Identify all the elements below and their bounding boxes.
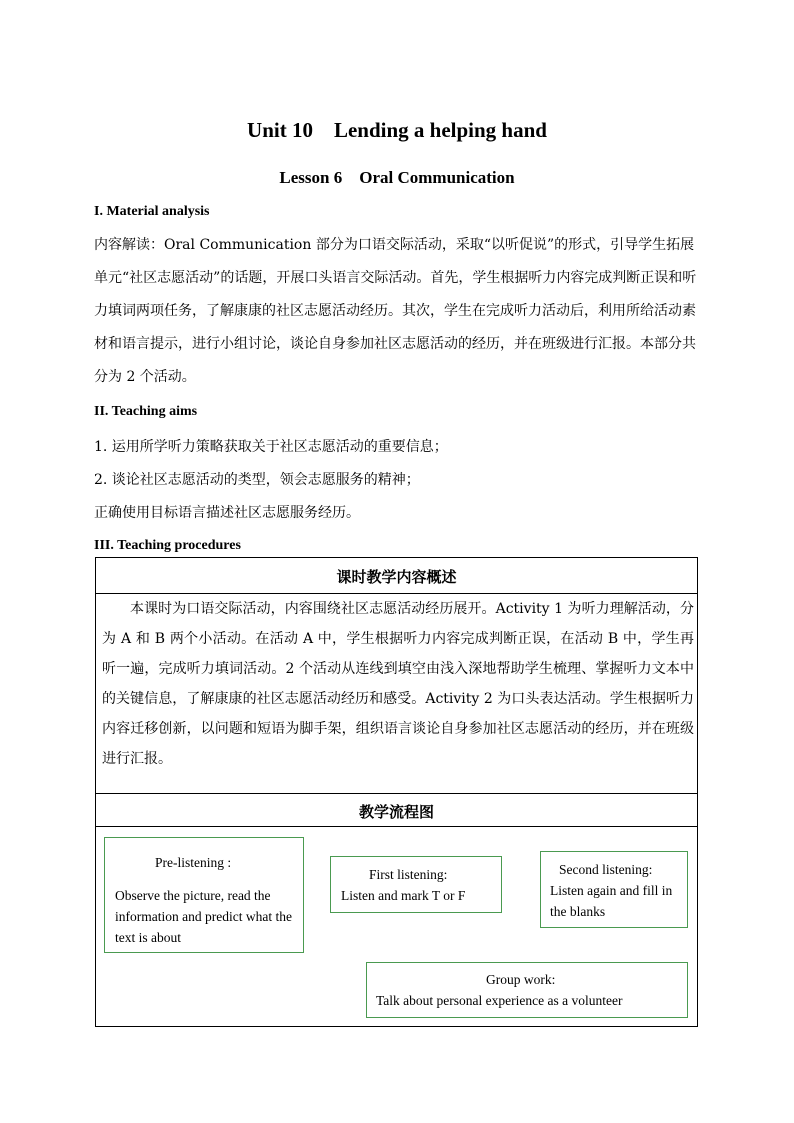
flow-box-title: Group work:: [486, 972, 556, 987]
aim-item-1: 1. 运用所学听力策略获取关于社区志愿活动的重要信息；: [94, 439, 448, 455]
flow-box-title: First listening:: [369, 867, 448, 882]
summary-header: 课时教学内容概述: [336, 568, 457, 586]
summary-paragraph: 本课时为口语交际活动，内容围绕社区志愿活动经历展开。Activity 1 为听力理解活动，分为 A 和 B 两个小活动。在活动 A 中，学生根据听力内容完成判断正误，在活动 B 中，学生再听一遍，完成听力填词活动。2 个活动从连线到填空由浅入深地帮助学生梳理、掌握听力文本中的关键信息，了解康康的社区志愿活动经历和感受。Activity 2 为口头表达活动。学生根据听力内容迁移创新，以问题和短语为脚手架，组织语言谈论自身参加社区志愿活动的经历，并在班级进行汇报。: [102, 601, 694, 767]
flow-box-group-work: [366, 962, 688, 1018]
procedures-table: [95, 557, 698, 1027]
flow-box-first-listening: [330, 856, 502, 913]
table-divider: [96, 793, 697, 794]
summary-text: [102, 594, 694, 774]
flow-box-body: Talk about personal experience as a volunteer: [376, 993, 623, 1008]
material-analysis-text: 内容解读：Oral Communication 部分为口语交际活动，采取“以听促说”的形式，引导学生拓展单元“社区志愿活动”的话题，开展口头语言交际活动。首先，学生根据听力内容完成判断正误和听力填词两项任务，了解康康的社区志愿活动经历。其次，学生在完成听力活动后，利用所给活动素材和语言提示，进行小组讨论，谈论自身参加社区志愿活动的经历，并在班级进行汇报。本部分共分为 2 个活动。: [94, 237, 697, 385]
flow-header: 教学流程图: [358, 803, 434, 821]
flow-box-pre-listening: [104, 837, 304, 953]
flow-box-second-listening: [540, 851, 688, 928]
teaching-aims-heading: II. Teaching aims: [94, 404, 198, 419]
flow-box-title: Pre-listening :: [155, 855, 232, 870]
lesson-title: Lesson 6 Oral Communication: [279, 168, 515, 187]
aim-item-3: 正确使用目标语言描述社区志愿服务经历。: [94, 505, 360, 521]
flow-box-body: Observe the picture, read the information and predict what the text is about: [115, 888, 292, 945]
teaching-procedures-heading: III. Teaching procedures: [94, 538, 241, 553]
flow-box-body: Listen again and fill in the blanks: [550, 883, 673, 919]
flow-box-body: Listen and mark T or F: [341, 888, 466, 903]
material-analysis-heading: I. Material analysis: [94, 204, 210, 219]
unit-title: Unit 10 Lending a helping hand: [247, 118, 547, 142]
table-divider: [96, 826, 697, 827]
aim-item-2: 2. 谈论社区志愿活动的类型，领会志愿服务的精神；: [94, 472, 420, 488]
flow-box-title: Second listening:: [559, 862, 653, 877]
